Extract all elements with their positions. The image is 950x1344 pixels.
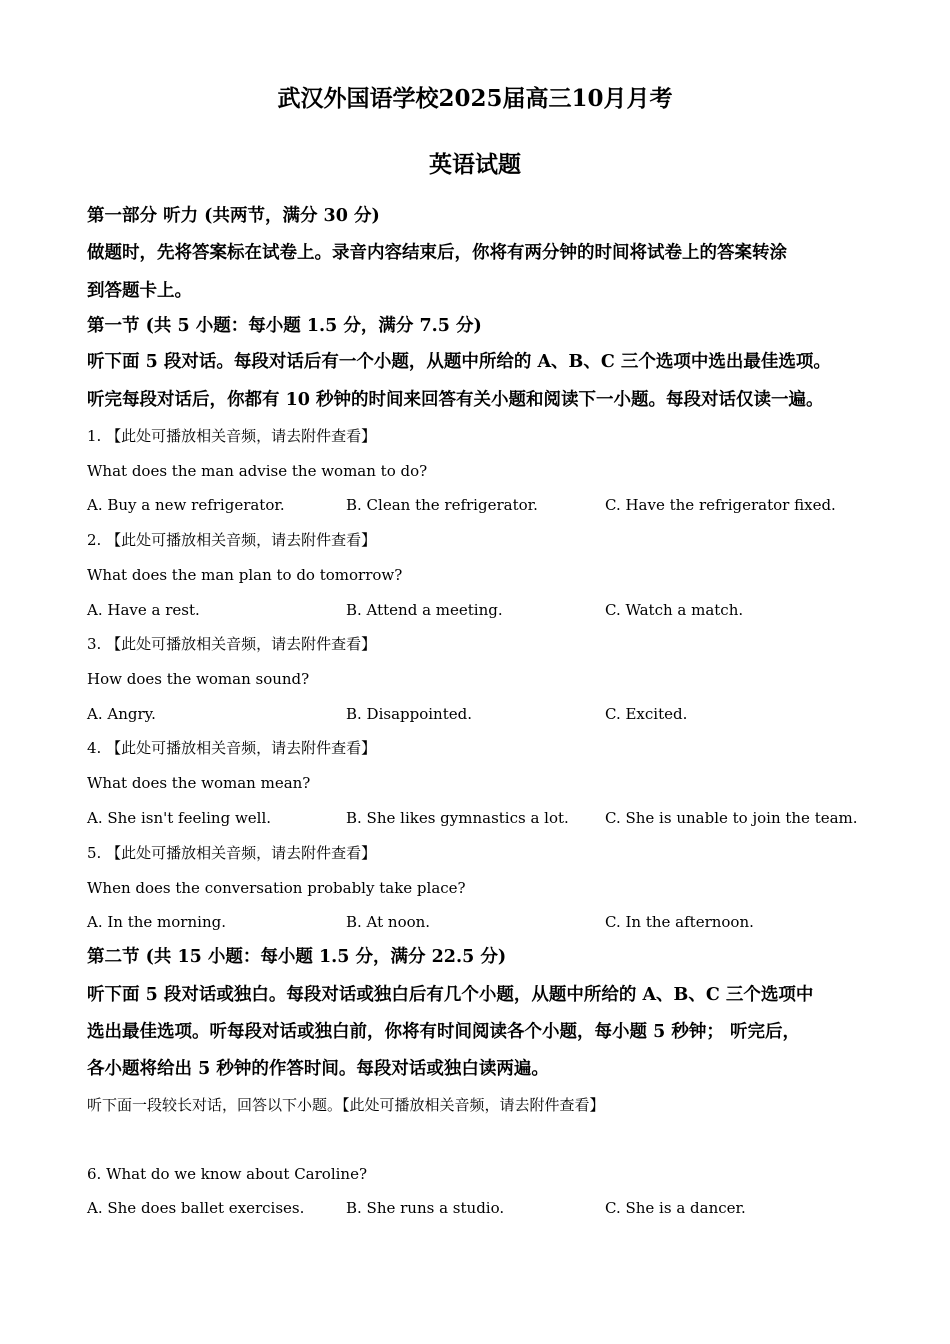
- q5-option-a[interactable]: A. In the morning.: [87, 913, 226, 931]
- q2-stem: What does the man plan to do tomorrow?: [87, 566, 403, 584]
- q3-option-c[interactable]: C. Excited.: [605, 705, 688, 723]
- q3-audio-note[interactable]: 3. 【此处可播放相关音频，请去附件查看】: [87, 635, 377, 653]
- section2-heading: 第二节 (共 15 小题：每小题 1.5 分，满分 22.5 分): [87, 947, 507, 967]
- q1-audio-note[interactable]: 1. 【此处可播放相关音频，请去附件查看】: [87, 427, 377, 445]
- q3-option-b[interactable]: B. Disappointed.: [346, 705, 472, 723]
- q5-stem: When does the conversation probably take place?: [87, 879, 466, 897]
- q1-option-c[interactable]: C. Have the refrigerator fixed.: [605, 496, 836, 514]
- section1-instruction-line1: 听下面 5 段对话。每段对话后有一个小题，从题中所给的 A、B、C 三个选项中选出最佳选项。: [87, 352, 831, 372]
- q3-option-a[interactable]: A. Angry.: [87, 705, 156, 723]
- q4-stem: What does the woman mean?: [87, 774, 311, 792]
- q3-stem: How does the woman sound?: [87, 670, 310, 688]
- q6-option-c[interactable]: C. She is a dancer.: [605, 1199, 746, 1217]
- q4-option-c[interactable]: C. She is unable to join the team.: [605, 809, 858, 827]
- q5-option-c[interactable]: C. In the afternoon.: [605, 913, 754, 931]
- section2-instruction-line1: 听下面 5 段对话或独白。每段对话或独白后有几个小题，从题中所给的 A、B、C 三个选项中: [87, 985, 814, 1005]
- q6-option-a[interactable]: A. She does ballet exercises.: [87, 1199, 305, 1217]
- section2-instruction-line2: 选出最佳选项。听每段对话或独白前，你将有时间阅读各个小题，每小题 5 秒钟； 听完后，: [87, 1022, 800, 1042]
- q4-option-a[interactable]: A. She isn't feeling well.: [87, 809, 272, 827]
- q1-option-a[interactable]: A. Buy a new refrigerator.: [87, 496, 285, 514]
- part1-instruction-line1: 做题时，先将答案标在试卷上。录音内容结束后，你将有两分钟的时间将试卷上的答案转涂: [87, 243, 787, 263]
- section2-audio-note[interactable]: 听下面一段较长对话，回答以下小题。【此处可播放相关音频，请去附件查看】: [87, 1096, 605, 1114]
- section1-instruction-line2: 听完每段对话后，你都有 10 秒钟的时间来回答有关小题和阅读下一小题。每段对话仅读一遍。: [87, 390, 824, 410]
- q2-option-a[interactable]: A. Have a rest.: [87, 601, 200, 619]
- q1-stem: What does the man advise the woman to do?: [87, 462, 428, 480]
- q1-option-b[interactable]: B. Clean the refrigerator.: [346, 496, 538, 514]
- section2-instruction-line3: 各小题将给出 5 秒钟的作答时间。每段对话或独白读两遍。: [87, 1059, 549, 1079]
- q4-option-b[interactable]: B. She likes gymnastics a lot.: [346, 809, 569, 827]
- part1-instruction-line2: 到答题卡上。: [87, 281, 192, 301]
- q6-option-b[interactable]: B. She runs a studio.: [346, 1199, 505, 1217]
- q5-option-b[interactable]: B. At noon.: [346, 913, 431, 931]
- part1-heading: 第一部分 听力 (共两节，满分 30 分): [87, 206, 380, 226]
- q2-option-b[interactable]: B. Attend a meeting.: [346, 601, 503, 619]
- exam-title: 武汉外国语学校2025届高三10月月考: [277, 85, 673, 112]
- q2-option-c[interactable]: C. Watch a match.: [605, 601, 744, 619]
- q6-stem: 6. What do we know about Caroline?: [87, 1165, 367, 1183]
- q2-audio-note[interactable]: 2. 【此处可播放相关音频，请去附件查看】: [87, 531, 377, 549]
- q4-audio-note[interactable]: 4. 【此处可播放相关音频，请去附件查看】: [87, 739, 377, 757]
- exam-subtitle: 英语试题: [429, 151, 521, 178]
- section1-heading: 第一节 (共 5 小题：每小题 1.5 分，满分 7.5 分): [87, 316, 482, 336]
- q5-audio-note[interactable]: 5. 【此处可播放相关音频，请去附件查看】: [87, 844, 377, 862]
